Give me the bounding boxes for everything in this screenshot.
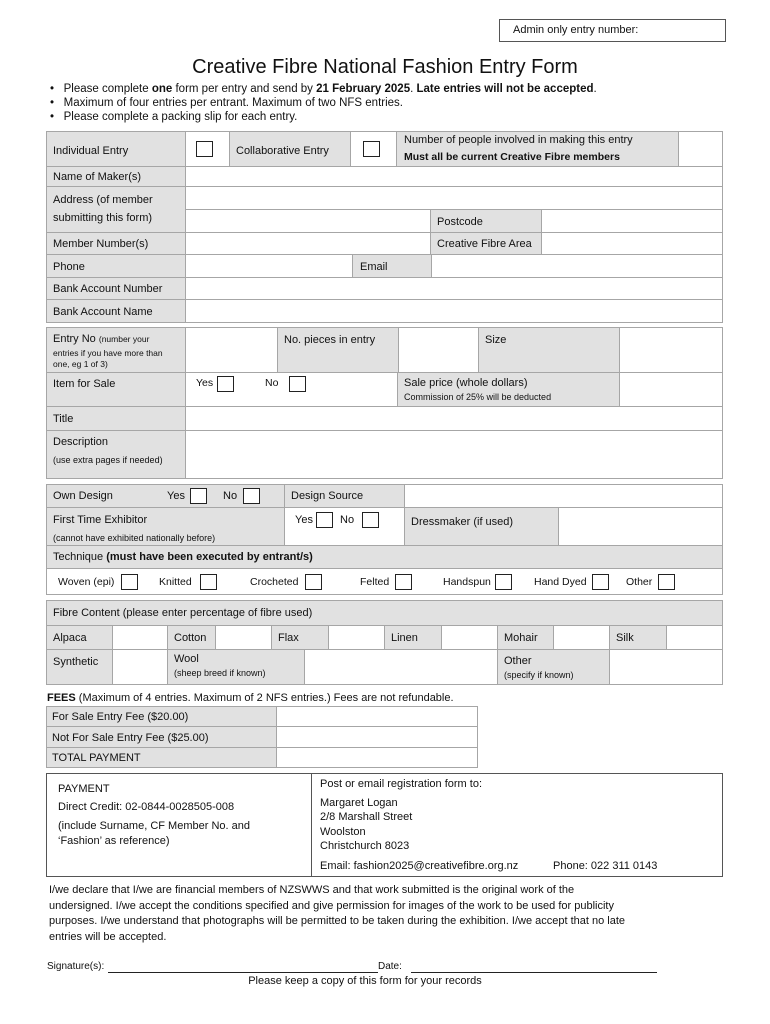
for-sale-no-checkbox[interactable] [289,376,306,392]
admin-entry-box[interactable] [499,19,726,42]
collaborative-checkbox-cell [350,131,397,167]
dressmaker-label-cell: Dressmaker (if used) [404,507,559,546]
individual-entry-cell: Individual Entry [46,131,186,167]
fees-heading: FEES (Maximum of 4 entries. Maximum of 2 NFS entries.) Fees are not refundable. [47,692,454,704]
fibre-cotton-label: Cotton [167,625,216,650]
bullet-3: • Please complete a packing slip for each entry. [50,111,298,123]
date-label: Date: [378,961,402,972]
bank-name-input[interactable] [185,299,723,323]
makers-input[interactable] [185,166,723,187]
form-title: Creative Fibre National Fashion Entry Form [192,56,578,78]
phone-input[interactable] [185,254,353,278]
declaration: I/we declare that I/we are financial members of NZSWWS and that work submitted is the original work of the undersigned. I/we accept the conditions specified and give permission for images of the work to be used for publicity purposes. I/we understand that photographs will be permitted to be taken during the exhibition. I/we accept that no late entries will be accepted. [49,884,626,943]
bank-name-label-cell: Bank Account Name [46,299,186,323]
fibre-mohair-label: Mohair [497,625,554,650]
technique-options-row: Woven (epi) Knitted Crocheted Felted Handspun Hand Dyed Other [46,568,723,595]
fibre-silk-input[interactable] [666,625,723,650]
fibre-wool-label: Wool (sheep breed if known) [167,649,305,685]
fibre-linen-input[interactable] [441,625,498,650]
member-number-input[interactable] [185,232,431,255]
fibre-silk-label: Silk [609,625,667,650]
payment-credit: Direct Credit: 02-0844-0028505-008 [58,801,235,813]
technique-handspun-checkbox[interactable] [495,574,512,590]
entry-no-label-cell: Entry No (number your entries if you have more than one, eg 1 of 3) [46,327,186,373]
fibre-other-label: Other (specify if known) [497,649,610,685]
technique-hand-dyed-checkbox[interactable] [592,574,609,590]
post-address-1: Margaret Logan [320,797,398,809]
phone-label-cell: Phone [46,254,186,278]
signature-line[interactable] [108,972,378,973]
fee-total-input[interactable] [276,747,478,768]
fee-total-label: TOTAL PAYMENT [46,747,277,768]
technique-other-checkbox[interactable] [658,574,675,590]
technique-felted-checkbox[interactable] [395,574,412,590]
size-input[interactable] [619,327,723,373]
address-label-cell: Address (of member submitting this form) [46,186,186,233]
payment-box [46,773,723,877]
area-label-cell: Creative Fibre Area [430,232,542,255]
pieces-input[interactable] [398,327,479,373]
post-address-4: Christchurch 8023 [320,840,410,852]
sale-price-input[interactable] [619,372,723,407]
technique-knitted-checkbox[interactable] [200,574,217,590]
first-time-no-checkbox[interactable] [362,512,379,528]
post-phone: Phone: 022 311 0143 [553,860,658,872]
sale-price-label-cell: Sale price (whole dollars) Commission of 25% will be deducted [397,372,620,407]
fee-nfs-input[interactable] [276,726,478,748]
area-input[interactable] [541,232,723,255]
fibre-synthetic-input[interactable] [112,649,168,685]
individual-entry-checkbox[interactable] [196,141,213,157]
makers-label-cell: Name of Maker(s) [46,166,186,187]
signature-label: Signature(s): [47,961,105,972]
design-source-label-cell: Design Source [284,484,405,508]
records-note: Please keep a copy of this form for your records [248,975,482,987]
people-count-label-cell: Number of people involved in making this entry Must all be current Creative Fibre members [396,131,679,167]
size-label-cell: Size [478,327,620,373]
first-time-options-cell: Yes No [284,507,405,546]
bank-number-label-cell: Bank Account Number [46,277,186,300]
fee-nfs-label: Not For Sale Entry Fee ($25.00) [46,726,277,748]
fibre-heading-cell: Fibre Content (please enter percentage of fibre used) [46,600,723,626]
fee-for-sale-input[interactable] [276,706,478,727]
fibre-cotton-input[interactable] [215,625,272,650]
pieces-label-cell: No. pieces in entry [277,327,399,373]
email-label-cell: Email [352,254,432,278]
first-time-cell: First Time Exhibitor (cannot have exhibited nationally before) [46,507,285,546]
post-email: Email: fashion2025@creativefibre.org.nz [320,860,519,872]
payment-divider [311,774,312,876]
collaborative-entry-checkbox[interactable] [363,141,380,157]
post-address-2: 2/8 Marshall Street [320,811,413,823]
fibre-mohair-input[interactable] [553,625,610,650]
own-design-no-checkbox[interactable] [243,488,260,504]
fee-for-sale-label: For Sale Entry Fee ($20.00) [46,706,277,727]
payment-heading: PAYMENT [58,783,110,795]
payment-reference-1: (include Surname, CF Member No. and [58,820,250,832]
address-input-line2[interactable] [185,209,431,233]
payment-reference-2: ‘Fashion’ as reference) [58,835,170,847]
technique-heading-cell: Technique (must have been executed by entrant/s) [46,545,723,569]
admin-entry-label: Admin only entry number: [513,24,639,36]
title-label-cell: Title [46,406,186,431]
for-sale-options-cell: Yes No [185,372,398,407]
individual-checkbox-cell [185,131,230,167]
fibre-wool-input[interactable] [304,649,498,685]
title-input[interactable] [185,406,723,431]
bullet-2: • Maximum of four entries per entrant. Maximum of two NFS entries. [50,97,403,109]
fibre-alpaca-label: Alpaca [46,625,113,650]
member-number-label-cell: Member Number(s) [46,232,186,255]
address-input[interactable] [185,186,723,210]
fibre-other-input[interactable] [609,649,723,685]
postcode-label-cell: Postcode [430,209,542,233]
email-input[interactable] [431,254,723,278]
dressmaker-input[interactable] [558,507,723,546]
own-design-cell: Own Design Yes No [46,484,285,508]
for-sale-yes-checkbox[interactable] [217,376,234,392]
description-label-cell: Description (use extra pages if needed) [46,430,186,479]
technique-woven-checkbox[interactable] [121,574,138,590]
postcode-input[interactable] [541,209,723,233]
fibre-flax-label: Flax [271,625,329,650]
post-address-3: Woolston [320,826,366,838]
bank-number-input[interactable] [185,277,723,300]
fibre-linen-label: Linen [384,625,442,650]
fibre-flax-input[interactable] [328,625,385,650]
people-count-input[interactable] [678,131,723,167]
description-input[interactable] [185,430,723,479]
first-time-yes-checkbox[interactable] [316,512,333,528]
fibre-synthetic-label: Synthetic [46,649,113,685]
own-design-yes-checkbox[interactable] [190,488,207,504]
fibre-alpaca-input[interactable] [112,625,168,650]
entry-no-input[interactable] [185,327,278,373]
design-source-input[interactable] [404,484,723,508]
technique-crocheted-checkbox[interactable] [305,574,322,590]
bullet-1: • Please complete one form per entry and send by 21 February 2025. Late entries will not be accepted. [50,83,597,95]
for-sale-label-cell: Item for Sale [46,372,186,407]
bullet-list [50,82,597,124]
collaborative-entry-cell: Collaborative Entry [229,131,351,167]
date-line[interactable] [411,972,657,973]
post-heading: Post or email registration form to: [320,778,483,790]
